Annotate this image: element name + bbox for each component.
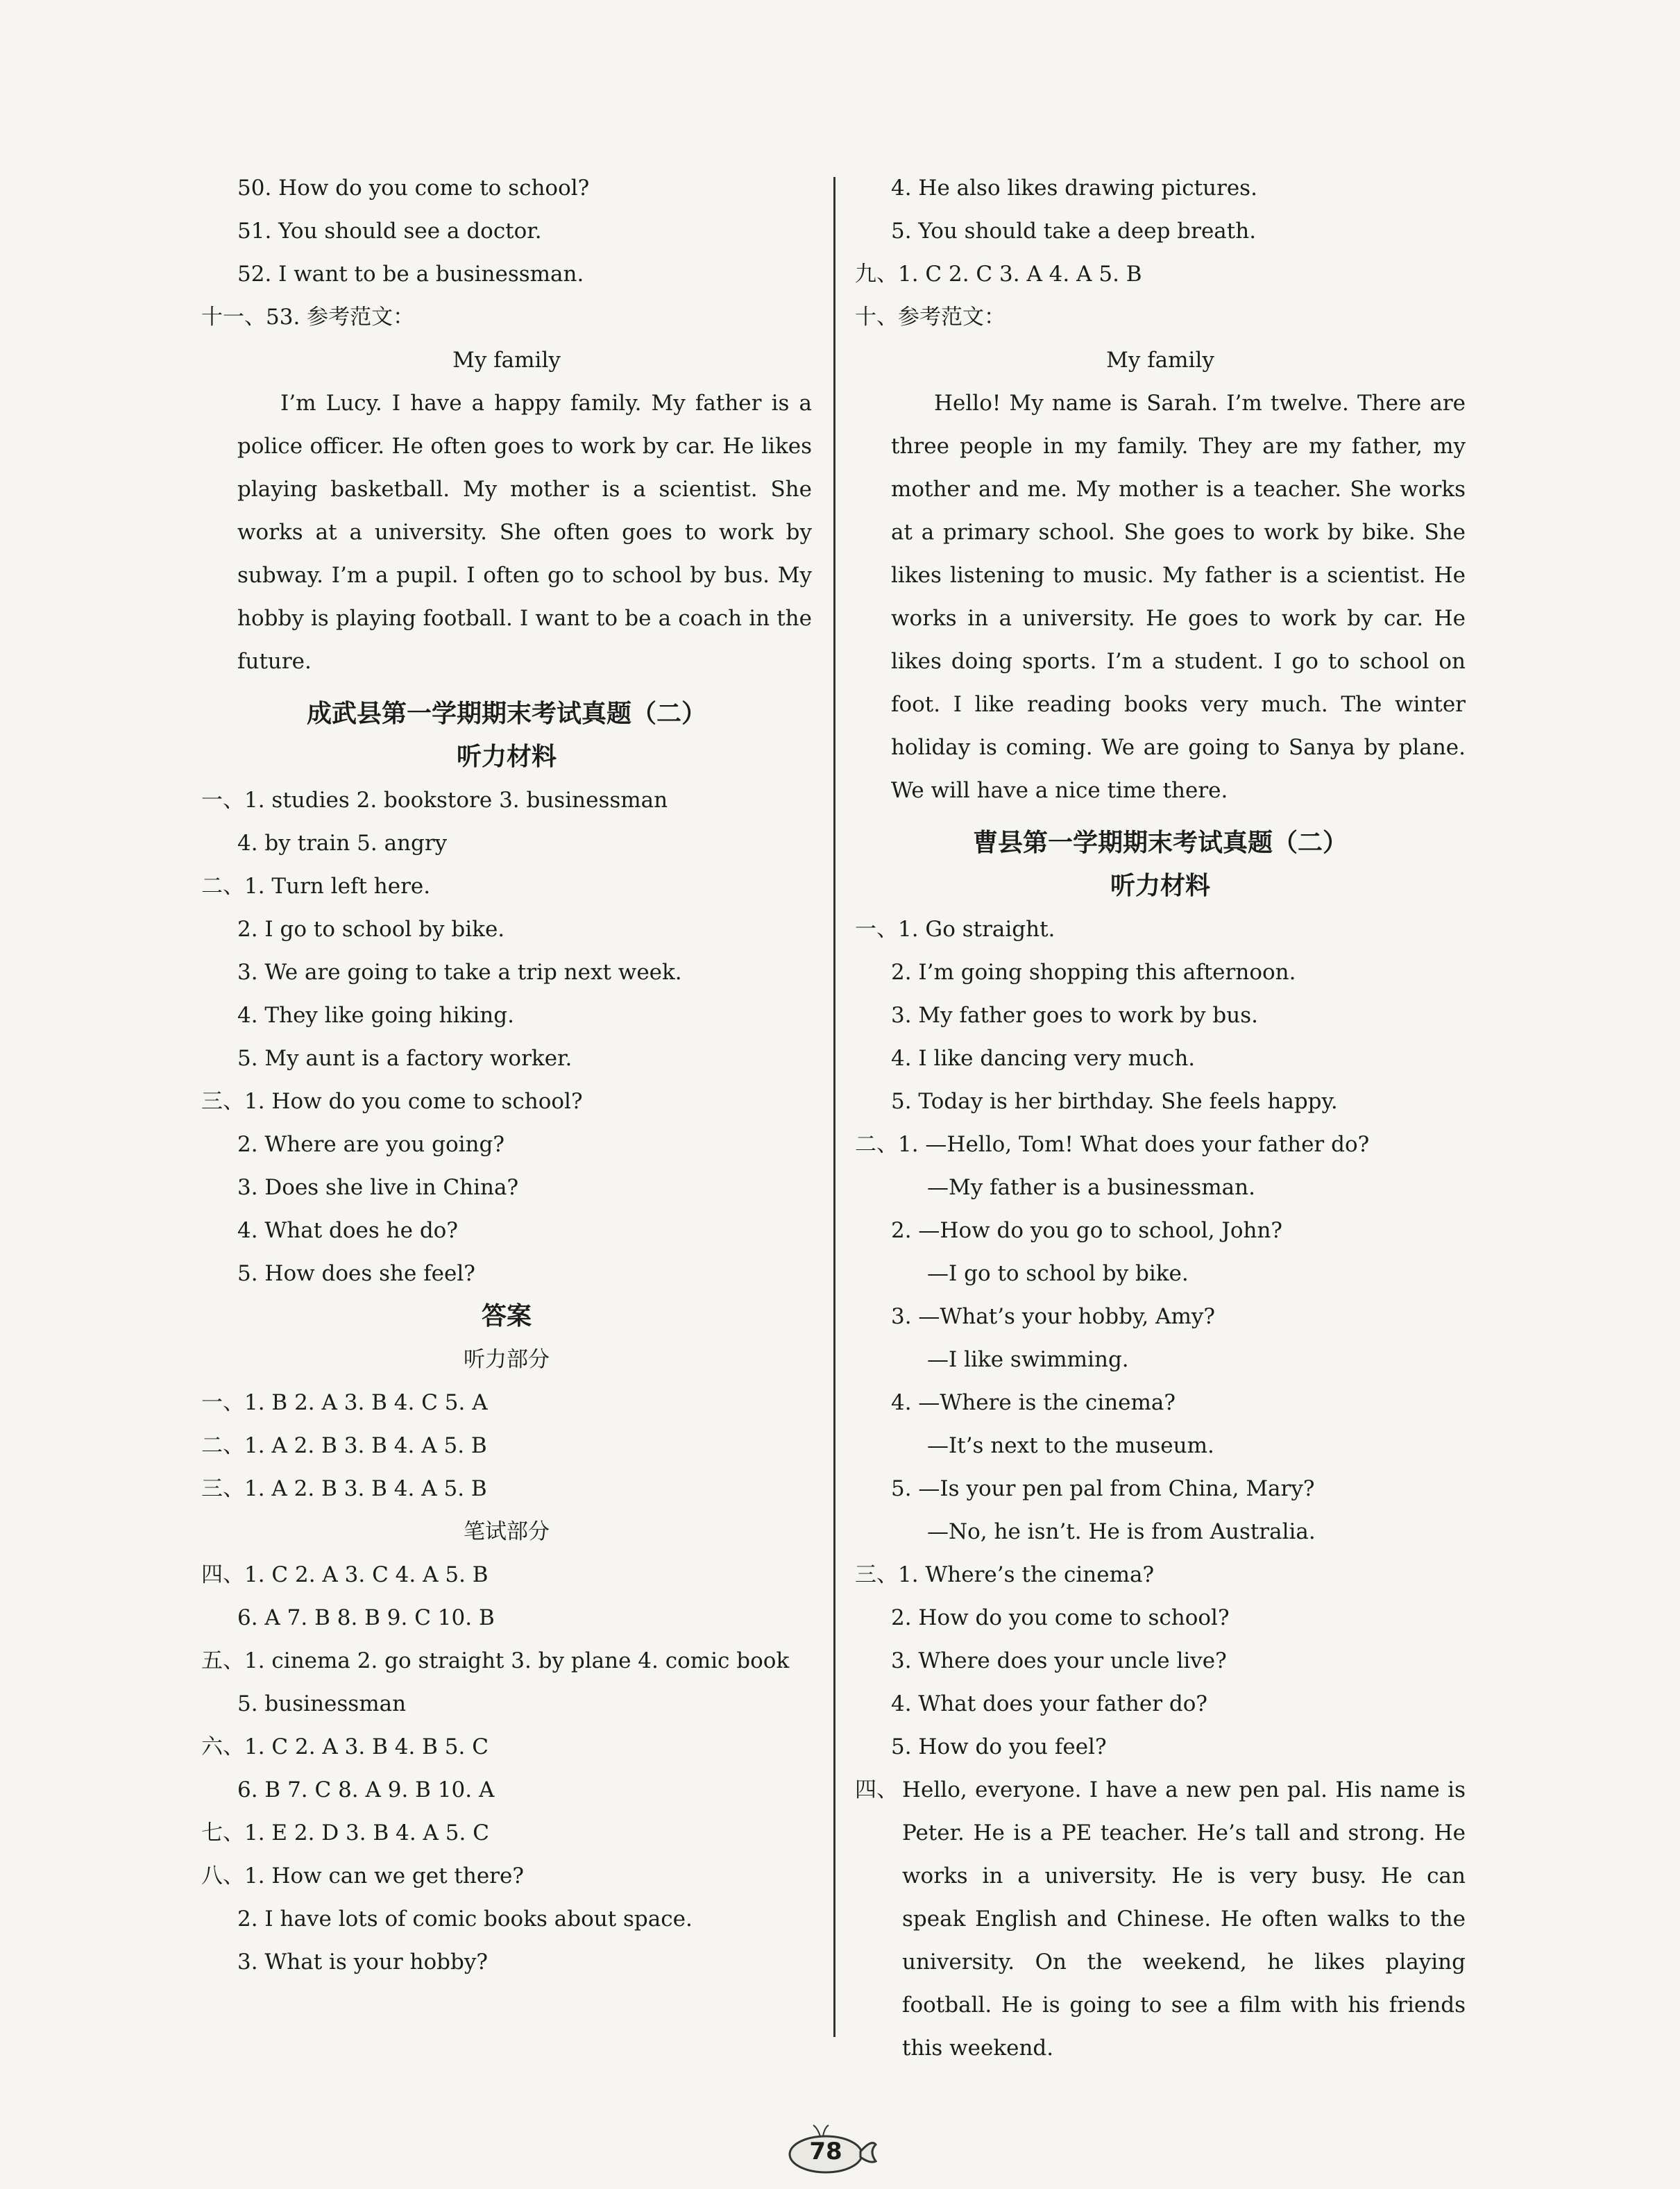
answer-line: 三、1. A 2. B 3. B 4. A 5. B bbox=[201, 1476, 487, 1501]
text-line: 5. —Is your pen pal from China, Mary? bbox=[891, 1476, 1315, 1501]
text-line: 3. Does she live in China? bbox=[237, 1175, 519, 1200]
text-line: 4. They like going hiking. bbox=[237, 1003, 514, 1028]
answer-line: 九、1. C 2. C 3. A 4. A 5. B bbox=[855, 262, 1142, 287]
text-line: 3. My father goes to work by bus. bbox=[891, 1003, 1258, 1028]
answer-line: 七、1. E 2. D 3. B 4. A 5. C bbox=[201, 1820, 489, 1845]
section-two: 二、1. —Hello, Tom! What does your father do? bbox=[855, 1132, 1370, 1157]
section-four-body: Hello, everyone. I have a new pen pal. His name is Peter. He is a PE teacher. He’s tall and strong. He works in a university. He is very busy. He can speak English and Chinese. He often walks to the university. On the weekend, he likes playing football. He is going to see a film with his friends this weekend. bbox=[902, 1777, 1466, 2061]
text-line: 50. How do you come to school? bbox=[237, 176, 590, 201]
exam-title: 成武县第一学期期末考试真题（二） bbox=[306, 700, 706, 728]
essay-title: My family bbox=[1106, 348, 1214, 373]
text-line: 52. I want to be a businessman. bbox=[237, 262, 584, 287]
column-divider bbox=[833, 177, 835, 2037]
text-line: 2. I go to school by bike. bbox=[237, 917, 505, 942]
answer-line: 四、1. C 2. A 3. C 4. A 5. B bbox=[201, 1562, 489, 1587]
section-three: 三、1. How do you come to school? bbox=[201, 1089, 583, 1114]
answer-line: 八、1. How can we get there? bbox=[201, 1863, 524, 1888]
text-line: 2. —How do you go to school, John? bbox=[891, 1218, 1283, 1243]
text-line: 2. How do you come to school? bbox=[891, 1605, 1230, 1630]
section-three: 三、1. Where’s the cinema? bbox=[855, 1562, 1155, 1587]
page-number: 78 bbox=[809, 2138, 842, 2165]
text-line: 4. What does your father do? bbox=[891, 1691, 1208, 1716]
text-line: —It’s next to the museum. bbox=[927, 1433, 1214, 1458]
exam-subtitle: 听力材料 bbox=[456, 743, 557, 771]
answer-line: 一、1. B 2. A 3. B 4. C 5. A bbox=[201, 1390, 488, 1415]
section-one: 一、1. Go straight. bbox=[855, 917, 1055, 942]
text-line: 5. Today is her birthday. She feels happy. bbox=[891, 1089, 1338, 1114]
answer-line: 五、1. cinema 2. go straight 3. by plane 4. comic book bbox=[201, 1648, 790, 1673]
answer-line: 六、1. C 2. A 3. B 4. B 5. C bbox=[201, 1734, 489, 1759]
text-line: 5. You should take a deep breath. bbox=[891, 219, 1257, 244]
section-four-label: 四、 bbox=[855, 1777, 898, 1802]
essay-title: My family bbox=[452, 348, 561, 373]
essay-body: Hello! My name is Sarah. I’m twelve. There are three people in my family. They are my father, my mother and me. My mother is a teacher. She works at a primary school. She goes to work by bike. She likes listening to music. My father is a scientist. He works in a university. He goes to work by car. He likes doing sports. I’m a student. I go to school on foot. I like reading books very much. The winter holiday is coming. We are going to Sanya by plane. We will have a nice time there. bbox=[891, 391, 1466, 803]
text-line: 2. Where are you going? bbox=[237, 1132, 504, 1157]
answers-title: 答案 bbox=[481, 1302, 532, 1330]
page-number-badge bbox=[783, 2124, 880, 2179]
answer-line: 二、1. A 2. B 3. B 4. A 5. B bbox=[201, 1433, 487, 1458]
text-line: —No, he isn’t. He is from Australia. bbox=[927, 1519, 1316, 1544]
section-two: 二、1. Turn left here. bbox=[201, 874, 431, 899]
answer-line: 3. What is your hobby? bbox=[237, 1950, 488, 1975]
text-line: 3. We are going to take a trip next week. bbox=[237, 960, 682, 985]
text-line: 4. by train 5. angry bbox=[237, 831, 448, 856]
section-one: 一、1. studies 2. bookstore 3. businessman bbox=[201, 788, 668, 813]
text-line: 4. What does he do? bbox=[237, 1218, 458, 1243]
answer-line: 2. I have lots of comic books about space. bbox=[237, 1907, 693, 1932]
written-part-label: 笔试部分 bbox=[464, 1519, 550, 1544]
text-line: 4. He also likes drawing pictures. bbox=[891, 176, 1257, 201]
essay-label: 十一、53. 参考范文： bbox=[201, 305, 415, 330]
text-line: 5. My aunt is a factory worker. bbox=[237, 1046, 572, 1071]
text-line: 51. You should see a doctor. bbox=[237, 219, 542, 244]
text-line: —I like swimming. bbox=[927, 1347, 1129, 1372]
text-line: 4. I like dancing very much. bbox=[891, 1046, 1196, 1071]
text-line: 2. I’m going shopping this afternoon. bbox=[891, 960, 1296, 985]
exam-title: 曹县第一学期期末考试真题（二） bbox=[972, 829, 1348, 857]
answer-line: 6. B 7. C 8. A 9. B 10. A bbox=[237, 1777, 495, 1802]
listening-part-label: 听力部分 bbox=[464, 1347, 550, 1372]
text-line: 3. —What’s your hobby, Amy? bbox=[891, 1304, 1215, 1329]
section-four bbox=[855, 1768, 1466, 2070]
text-line: 5. How do you feel? bbox=[891, 1734, 1107, 1759]
answer-line: 6. A 7. B 8. B 9. C 10. B bbox=[237, 1605, 495, 1630]
text-line: —My father is a businessman. bbox=[927, 1175, 1255, 1200]
answer-line: 5. businessman bbox=[237, 1691, 407, 1716]
text-line: 5. How does she feel? bbox=[237, 1261, 475, 1286]
right-column bbox=[855, 167, 1466, 2070]
left-column bbox=[201, 167, 812, 1984]
text-line: 3. Where does your uncle live? bbox=[891, 1648, 1227, 1673]
text-line: 4. —Where is the cinema? bbox=[891, 1390, 1176, 1415]
essay-body: I’m Lucy. I have a happy family. My father is a police officer. He often goes to work by car. He likes playing basketball. My mother is a scientist. She works at a university. She often goes to work by subway. I’m a pupil. I often go to school by bus. My hobby is playing football. I want to be a coach in the future. bbox=[237, 391, 812, 674]
exam-subtitle: 听力材料 bbox=[1110, 872, 1210, 900]
text-line: —I go to school by bike. bbox=[927, 1261, 1189, 1286]
essay-label: 十、参考范文： bbox=[855, 305, 1006, 330]
